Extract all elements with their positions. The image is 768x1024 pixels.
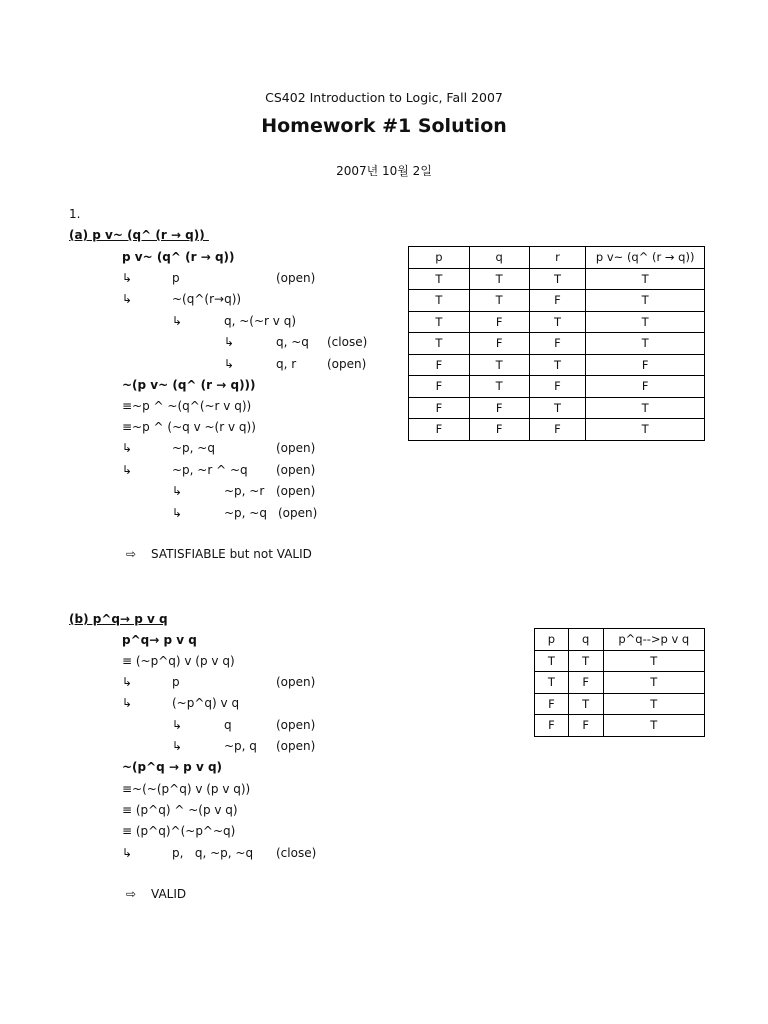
table-cell: T xyxy=(409,333,470,355)
page-title: Homework #1 Solution xyxy=(261,115,507,137)
table-row xyxy=(409,290,705,312)
table-cell: T xyxy=(603,693,704,715)
branch-status: (close) xyxy=(276,846,317,860)
tableau-node: ≡~(~(p^q) v (p v q)) xyxy=(122,782,251,796)
truth-table-b xyxy=(534,628,705,737)
table-row xyxy=(409,333,705,355)
table-cell: F xyxy=(469,311,529,333)
branch-status: (open) xyxy=(276,675,316,689)
conclusion-text: SATISFIABLE but not VALID xyxy=(151,547,312,561)
tableau-formula: p^q→ p v q xyxy=(122,633,197,647)
table-header-cell: p xyxy=(535,629,569,651)
table-cell: T xyxy=(529,268,586,290)
tableau-node: p xyxy=(172,675,180,689)
table-cell: T xyxy=(409,311,470,333)
problem-number: 1. xyxy=(69,207,81,221)
table-cell: T xyxy=(469,290,529,312)
tableau-node: ~p, ~r xyxy=(224,484,265,498)
branch-arrow-icon: ↳ xyxy=(122,463,133,477)
table-cell: T xyxy=(529,311,586,333)
tableau-node: p xyxy=(172,271,180,285)
table-cell: T xyxy=(586,397,705,419)
tableau-node: ≡~p ^ ~(q^(~r v q)) xyxy=(122,399,252,413)
table-header-cell: q xyxy=(568,629,603,651)
branch-arrow-icon: ↳ xyxy=(172,718,183,732)
truth-table-a xyxy=(408,246,705,441)
branch-arrow-icon: ↳ xyxy=(122,441,133,455)
table-cell: T xyxy=(535,650,569,672)
part-b-heading: (b) p^q→ p v q xyxy=(69,612,168,626)
tableau-node: p, q, ~p, ~q xyxy=(172,846,254,860)
branch-status: (open) xyxy=(276,271,316,285)
branch-arrow-icon: ↳ xyxy=(122,292,133,306)
part-a-heading: (a) p v~ (q^ (r → q)) xyxy=(69,228,209,242)
table-cell: F xyxy=(469,397,529,419)
branch-status: (open) xyxy=(276,718,316,732)
table-cell: T xyxy=(469,354,529,376)
table-header-cell: r xyxy=(529,247,586,269)
date-line: 2007년 10월 2일 xyxy=(336,164,432,178)
table-cell: T xyxy=(409,290,470,312)
branch-arrow-icon: ↳ xyxy=(172,739,183,753)
table-cell: T xyxy=(409,268,470,290)
conclusion-text: VALID xyxy=(151,887,187,901)
table-cell: F xyxy=(535,693,569,715)
table-cell: F xyxy=(529,290,586,312)
table-header-cell: p^q-->p v q xyxy=(603,629,704,651)
table-cell: F xyxy=(409,376,470,398)
tableau-node: ~p, ~q xyxy=(172,441,215,455)
table-cell: T xyxy=(529,397,586,419)
table-header-cell: p v~ (q^ (r → q)) xyxy=(586,247,705,269)
table-cell: T xyxy=(586,311,705,333)
table-cell: F xyxy=(529,376,586,398)
branch-arrow-icon: ↳ xyxy=(122,696,133,710)
table-cell: F xyxy=(568,715,603,737)
table-cell: T xyxy=(469,268,529,290)
branch-status: (open) xyxy=(276,739,316,753)
table-cell: T xyxy=(529,354,586,376)
tableau-node: ~p, q xyxy=(224,739,257,753)
table-header-row xyxy=(409,247,705,269)
tableau-node: ≡ (p^q)^(~p^~q) xyxy=(122,824,236,838)
branch-status: (open) xyxy=(276,441,316,455)
tableau-node: ~(q^(r→q)) xyxy=(172,292,242,306)
branch-arrow-icon: ↳ xyxy=(224,357,235,371)
table-cell: F xyxy=(469,333,529,355)
table-cell: F xyxy=(535,715,569,737)
table-row xyxy=(535,693,705,715)
tableau-node: ~p, ~q xyxy=(224,506,267,520)
branch-status: (close) xyxy=(327,335,368,349)
table-row xyxy=(409,354,705,376)
branch-arrow-icon: ↳ xyxy=(172,484,183,498)
tableau-node: ~p, ~r ^ ~q xyxy=(172,463,248,477)
table-cell: T xyxy=(586,268,705,290)
tableau-node: ≡~p ^ (~q v ~(r v q)) xyxy=(122,420,256,434)
tableau-formula: ~(p v~ (q^ (r → q))) xyxy=(122,378,256,392)
table-cell: F xyxy=(586,354,705,376)
branch-status: (open) xyxy=(278,506,318,520)
conclusion-arrow-icon: ⇨ xyxy=(126,547,137,561)
branch-arrow-icon: ↳ xyxy=(122,675,133,689)
branch-status: (open) xyxy=(276,484,316,498)
table-cell: T xyxy=(469,376,529,398)
branch-arrow-icon: ↳ xyxy=(172,314,183,328)
tableau-node: q, r xyxy=(276,357,297,371)
table-cell: F xyxy=(409,397,470,419)
conclusion-arrow-icon: ⇨ xyxy=(126,887,137,901)
table-cell: F xyxy=(529,333,586,355)
table-row xyxy=(409,311,705,333)
branch-status: (open) xyxy=(276,463,316,477)
table-cell: T xyxy=(603,672,704,694)
table-header-cell: q xyxy=(469,247,529,269)
table-header-cell: p xyxy=(409,247,470,269)
table-cell: T xyxy=(568,650,603,672)
table-row xyxy=(409,376,705,398)
table-row xyxy=(535,715,705,737)
branch-arrow-icon: ↳ xyxy=(172,506,183,520)
table-header-row xyxy=(535,629,705,651)
table-cell: F xyxy=(586,376,705,398)
table-row xyxy=(409,397,705,419)
table-cell: T xyxy=(603,650,704,672)
table-cell: T xyxy=(586,419,705,441)
table-row xyxy=(535,650,705,672)
table-cell: T xyxy=(603,715,704,737)
table-row xyxy=(409,268,705,290)
branch-arrow-icon: ↳ xyxy=(122,271,133,285)
tableau-node: q, ~(~r v q) xyxy=(224,314,296,328)
table-cell: T xyxy=(568,693,603,715)
branch-arrow-icon: ↳ xyxy=(122,846,133,860)
table-row xyxy=(409,419,705,441)
tableau-node: ≡ (p^q) ^ ~(p v q) xyxy=(122,803,238,817)
tableau-formula: ~(p^q → p v q) xyxy=(122,760,223,774)
table-cell: T xyxy=(586,333,705,355)
tableau-formula: p v~ (q^ (r → q)) xyxy=(122,250,235,264)
tableau-node: (~p^q) v q xyxy=(172,696,240,710)
course-line: CS402 Introduction to Logic, Fall 2007 xyxy=(265,90,503,105)
table-cell: F xyxy=(469,419,529,441)
tableau-node: q xyxy=(224,718,232,732)
branch-arrow-icon: ↳ xyxy=(224,335,235,349)
branch-status: (open) xyxy=(327,357,367,371)
table-cell: T xyxy=(535,672,569,694)
table-row xyxy=(535,672,705,694)
table-cell: T xyxy=(586,290,705,312)
table-cell: F xyxy=(568,672,603,694)
tableau-node: ≡ (~p^q) v (p v q) xyxy=(122,654,235,668)
table-cell: F xyxy=(529,419,586,441)
tableau-node: q, ~q xyxy=(276,335,309,349)
table-cell: F xyxy=(409,419,470,441)
table-cell: F xyxy=(409,354,470,376)
